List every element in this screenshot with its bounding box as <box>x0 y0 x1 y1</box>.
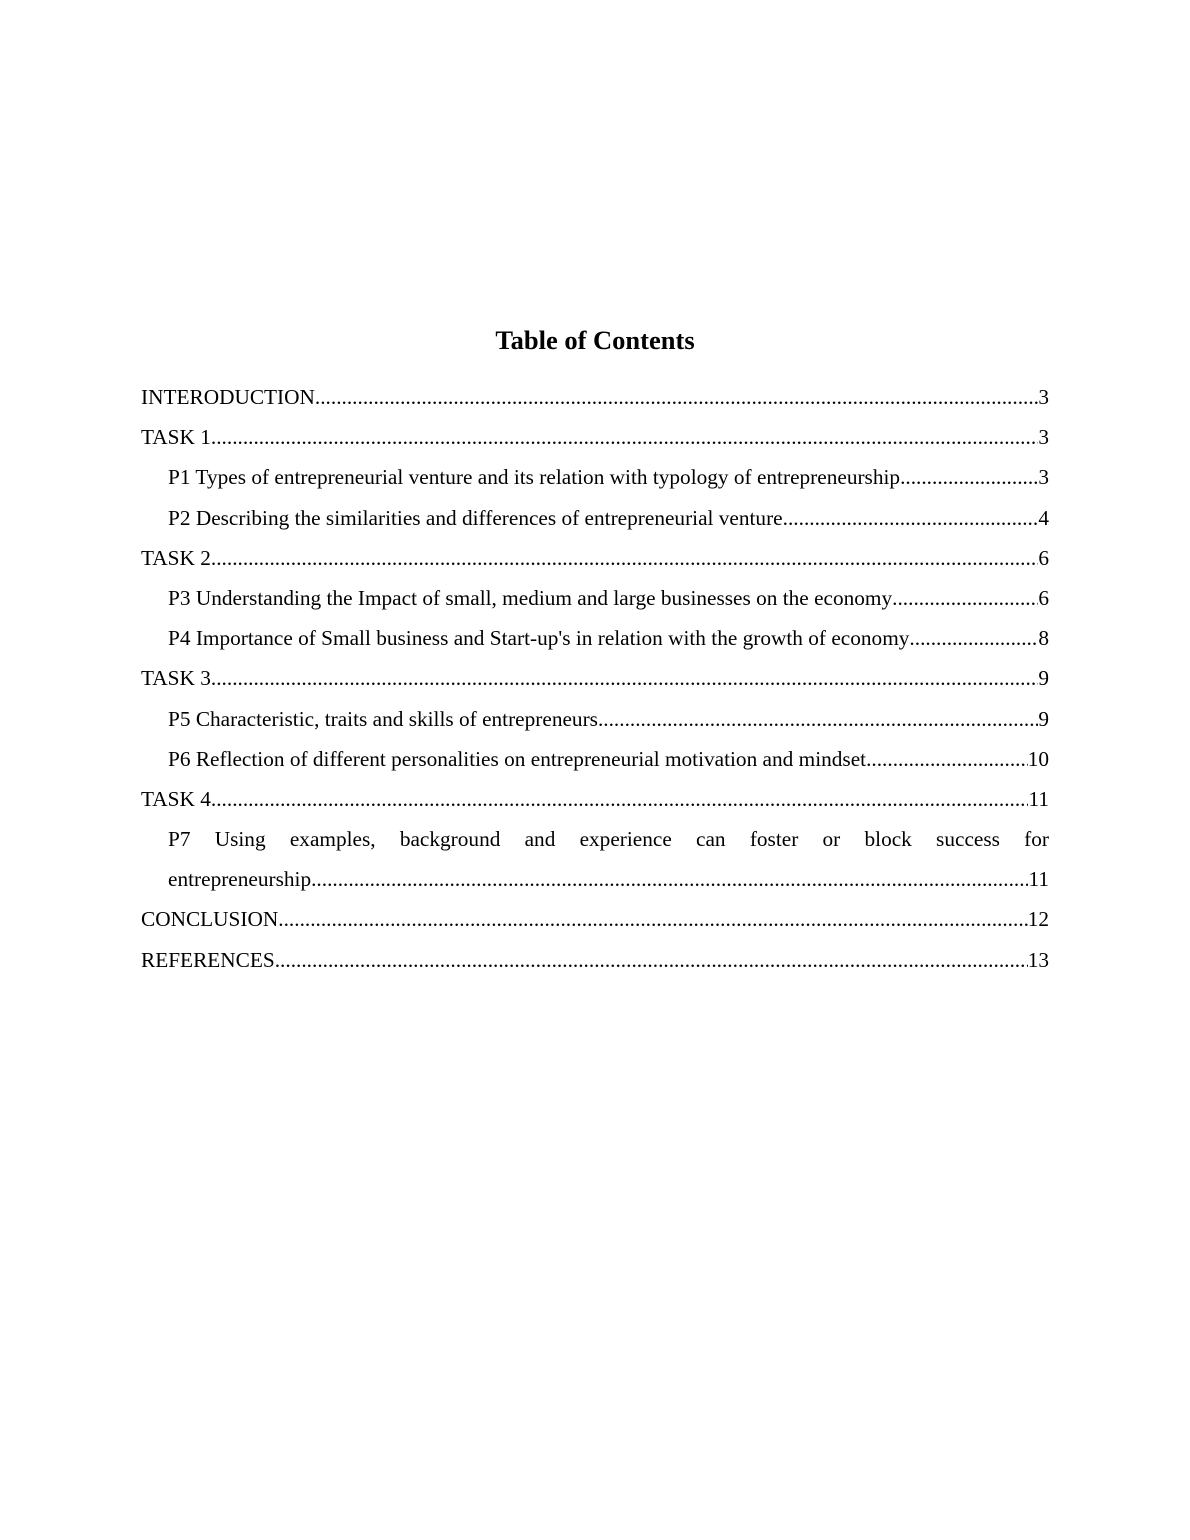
toc-page-number: 13 <box>1027 947 1049 972</box>
toc-entry-p4[interactable] <box>141 618 1049 658</box>
toc-dot-leader <box>315 377 1038 417</box>
toc-entry-text: REFERENCES <box>141 947 275 972</box>
toc-entry-text: P5 Characteristic, traits and skills of entrepreneurs <box>168 706 598 731</box>
toc-entry-text: P1 Types of entrepreneurial venture and its relation with typology of entrepreneurship <box>168 465 901 490</box>
toc-entry-introduction[interactable] <box>141 377 1049 417</box>
toc-dot-leader <box>211 658 1038 698</box>
toc-page-number: 9 <box>1038 666 1049 691</box>
table-of-contents <box>141 377 1049 980</box>
toc-entry-conclusion[interactable] <box>141 899 1049 939</box>
toc-page-number: 12 <box>1027 907 1049 932</box>
toc-entry-text: TASK 2 <box>141 545 211 570</box>
toc-entry-p6[interactable] <box>141 739 1049 779</box>
toc-entry-task-2[interactable] <box>141 538 1049 578</box>
toc-entry-text: TASK 1 <box>141 425 211 450</box>
toc-dot-leader <box>211 538 1038 578</box>
toc-dot-leader <box>211 779 1029 819</box>
toc-entry-task-1[interactable] <box>141 417 1049 457</box>
toc-page-number: 3 <box>1038 465 1049 490</box>
toc-entry-p5[interactable] <box>141 699 1049 739</box>
toc-page-number: 11 <box>1028 867 1049 892</box>
toc-dot-leader <box>892 578 1038 618</box>
toc-page-number: 11 <box>1028 786 1049 811</box>
toc-dot-leader <box>211 417 1038 457</box>
toc-entry-text: P3 Understanding the Impact of small, medium and large businesses on the economy <box>168 585 893 610</box>
toc-dot-leader <box>275 940 1028 980</box>
toc-dot-leader <box>311 859 1028 899</box>
toc-dot-leader <box>783 498 1039 538</box>
toc-entry-task-3[interactable] <box>141 658 1049 698</box>
toc-title: Table of Contents <box>495 325 695 355</box>
toc-dot-leader <box>909 618 1038 658</box>
toc-entry-text: TASK 3 <box>141 666 211 691</box>
toc-entry-text: P2 Describing the similarities and differences of entrepreneurial venture <box>168 505 783 530</box>
toc-entry-text: INTERODUCTION <box>141 385 315 409</box>
toc-page-number: 8 <box>1038 626 1049 651</box>
toc-entry-text-line2: entrepreneurship <box>168 867 312 892</box>
toc-entry-task-4[interactable] <box>141 779 1049 819</box>
toc-entry-p1[interactable] <box>141 457 1049 497</box>
toc-dot-leader <box>598 699 1038 739</box>
toc-entry-text: P6 Reflection of different personalities on entrepreneurial motivation and mindset <box>168 746 867 771</box>
toc-dot-leader <box>866 739 1028 779</box>
toc-page-number: 10 <box>1027 746 1049 771</box>
toc-page-number: 9 <box>1038 706 1049 731</box>
toc-page-number: 6 <box>1038 585 1049 610</box>
toc-entry-text: CONCLUSION <box>141 907 279 932</box>
toc-page-number: 6 <box>1038 545 1049 570</box>
toc-entry-text: P4 Importance of Small business and Start-up's in relation with the growth of economy <box>168 626 910 651</box>
toc-entry-text: TASK 4 <box>141 786 211 811</box>
toc-entry-p7[interactable] <box>141 819 1049 899</box>
toc-page-number: 3 <box>1038 385 1049 409</box>
toc-entry-line2 <box>168 859 1049 899</box>
toc-dot-leader <box>900 457 1038 497</box>
toc-entry-references[interactable] <box>141 940 1049 980</box>
toc-page-number: 3 <box>1038 425 1049 450</box>
toc-page-number: 4 <box>1038 505 1049 530</box>
toc-dot-leader <box>278 899 1027 939</box>
toc-entry-p2[interactable] <box>141 498 1049 538</box>
toc-entry-p3[interactable] <box>141 578 1049 618</box>
toc-entry-text-line1: P7 Using examples, background and experience can foster or block success for <box>168 827 1049 852</box>
